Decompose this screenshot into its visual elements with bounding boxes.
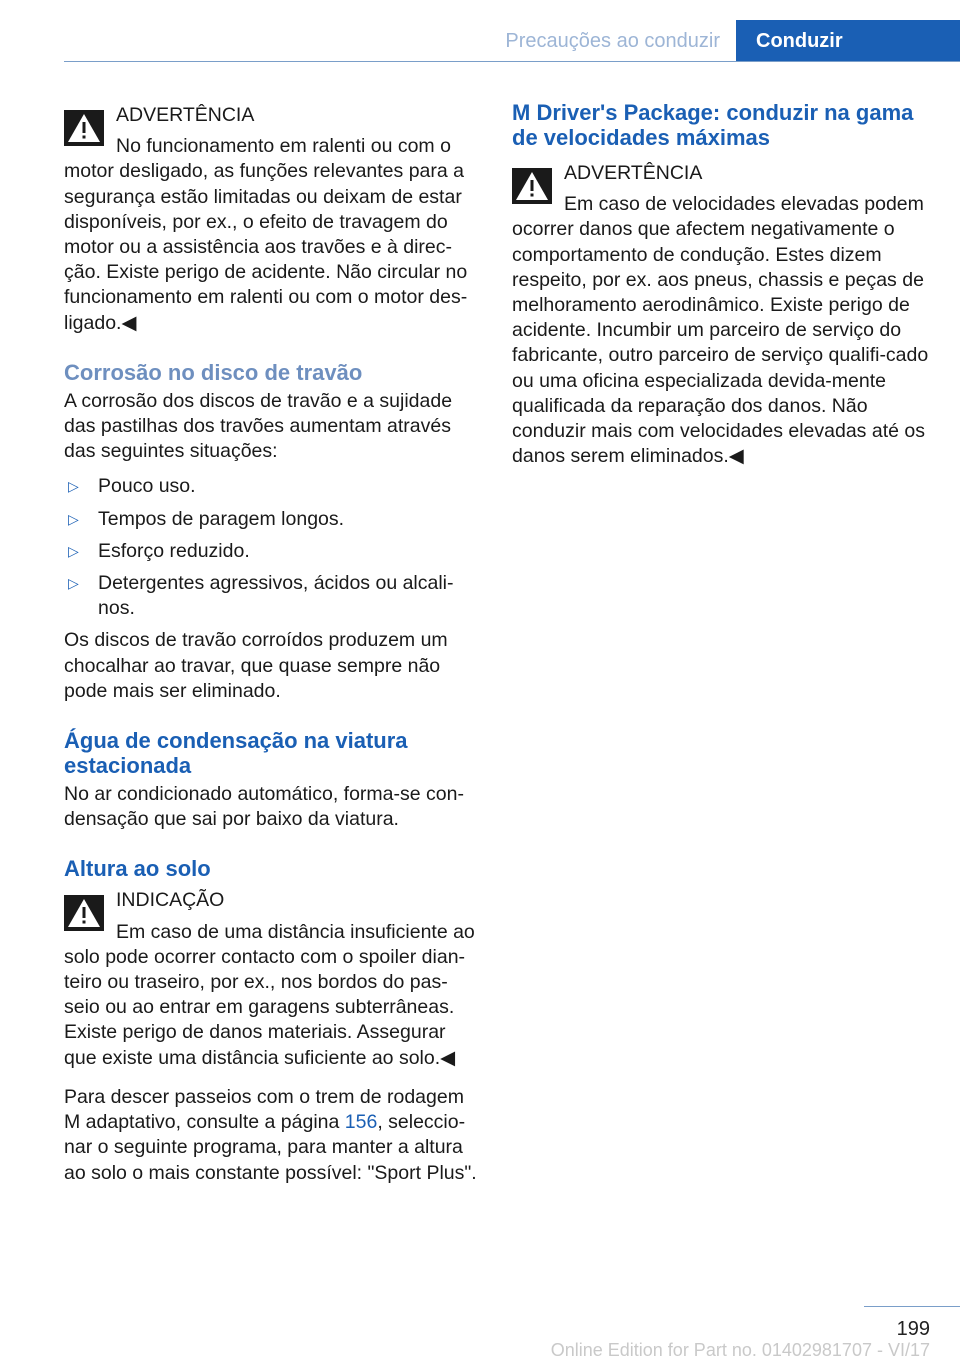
triangle-bullet-icon: ▷ (68, 510, 79, 527)
section-heading-m-drivers-package: M Driver's Package: conduzir na gama de velocidades máximas (512, 100, 914, 150)
note-ground-clearance (64, 885, 480, 1070)
right-column (512, 100, 932, 469)
warning-triangle-icon (64, 110, 104, 146)
section-heading-ground-clearance: Altura ao solo (64, 856, 211, 882)
triangle-bullet-icon: ▷ (68, 478, 79, 495)
warning-first-line: Em caso de velocidades elevadas podem (564, 193, 924, 216)
header-breadcrumb: Precauções ao conduzir (505, 30, 720, 52)
triangle-bullet-icon: ▷ (68, 575, 79, 592)
triangle-bullet-icon: ▷ (68, 542, 79, 559)
section-heading-condensation: Água de condensação na viatura estacionada (64, 728, 408, 779)
footer-edition: Online Edition for Part no. 01402981707 - VI/17 (550, 1340, 930, 1360)
note-first-line: Em caso de uma distância insuficiente ao (116, 920, 475, 943)
note-label: INDICAÇÃO (116, 889, 225, 912)
warning-label: ADVERTÊNCIA (116, 104, 255, 126)
bullet-list (64, 474, 480, 621)
warning-idle-engine (64, 100, 480, 336)
header-divider (64, 61, 960, 62)
section-intro: A corrosão dos discos de travão e a sujidade das pastilhas dos travões aumentam através das seguintes situações: (64, 389, 453, 463)
warning-label: ADVERTÊNCIA (564, 162, 703, 184)
warning-first-line: No funcionamento em ralenti ou com o (116, 135, 451, 158)
list-item: ▷ Tempos de paragem longos. (64, 507, 480, 532)
list-item: ▷ Detergentes agressivos, ácidos ou alcali-nos. (68, 572, 454, 620)
section-outro: Os discos de travão corroídos produzem um chocalhar ao travar, que quase sempre não pode mais ser eliminado. (64, 629, 448, 702)
warning-text: motor desligado, as funções relevantes para a segurança estão limitadas ou deixam de estar disponíveis, por ex., o efeito de travagem do motor ou a assistência aos travões e à direc-ção. Existe perigo de acidente. Não circular no funcionamento em ralenti ou com o motor des-ligado.◀ (64, 160, 468, 334)
page-link[interactable]: 156 (344, 1111, 378, 1134)
warning-triangle-icon (512, 168, 552, 204)
section-text: No ar condicionado automático, forma-se con-densação que sai por baixo da viatura. (64, 783, 464, 831)
warning-text: ocorrer danos que afectem negativamente o comportamento de condução. Estes dizem respeito, por ex. aos pneus, chassis e peças de melhoramento aerodinâmico. Existe perigo de acidente. Incumbir um parceiro de serviço do fabricante, outro parceiro de serviço qualifi-cado ou uma oficina especializada devida-mente qualificada da reparação dos danos. Não conduzir mais com velocidades elevadas até os danos serem eliminados.◀ (512, 218, 929, 468)
list-item: ▷ Pouco uso. (64, 474, 480, 499)
header-chapter-tab: Conduzir (736, 20, 960, 62)
note-text: solo pode ocorrer contacto com o spoiler dian-teiro ou traseiro, por ex., nos bordos do pas-seio ou ao entrar em garagens subterrâneas. Existe perigo de danos materiais. Assegurar que existe uma distância suficiente ao solo.◀ (64, 945, 466, 1069)
page-number: 199 (896, 1318, 930, 1340)
section-heading-brake-corrosion: Corrosão no disco de travão (64, 359, 363, 385)
warning-high-speed (512, 158, 932, 469)
warning-triangle-icon (64, 895, 104, 931)
paragraph-with-link: Para descer passeios com o trem de rodagem M adaptativo, consulte a página 156, seleccio-nar o seguinte programa, para manter a altura ao solo o mais constante possível: "Sport Plus". (64, 1085, 477, 1184)
list-item: ▷ Esforço reduzido. (64, 539, 480, 564)
left-column (64, 100, 480, 1186)
footer-divider (864, 1306, 960, 1307)
